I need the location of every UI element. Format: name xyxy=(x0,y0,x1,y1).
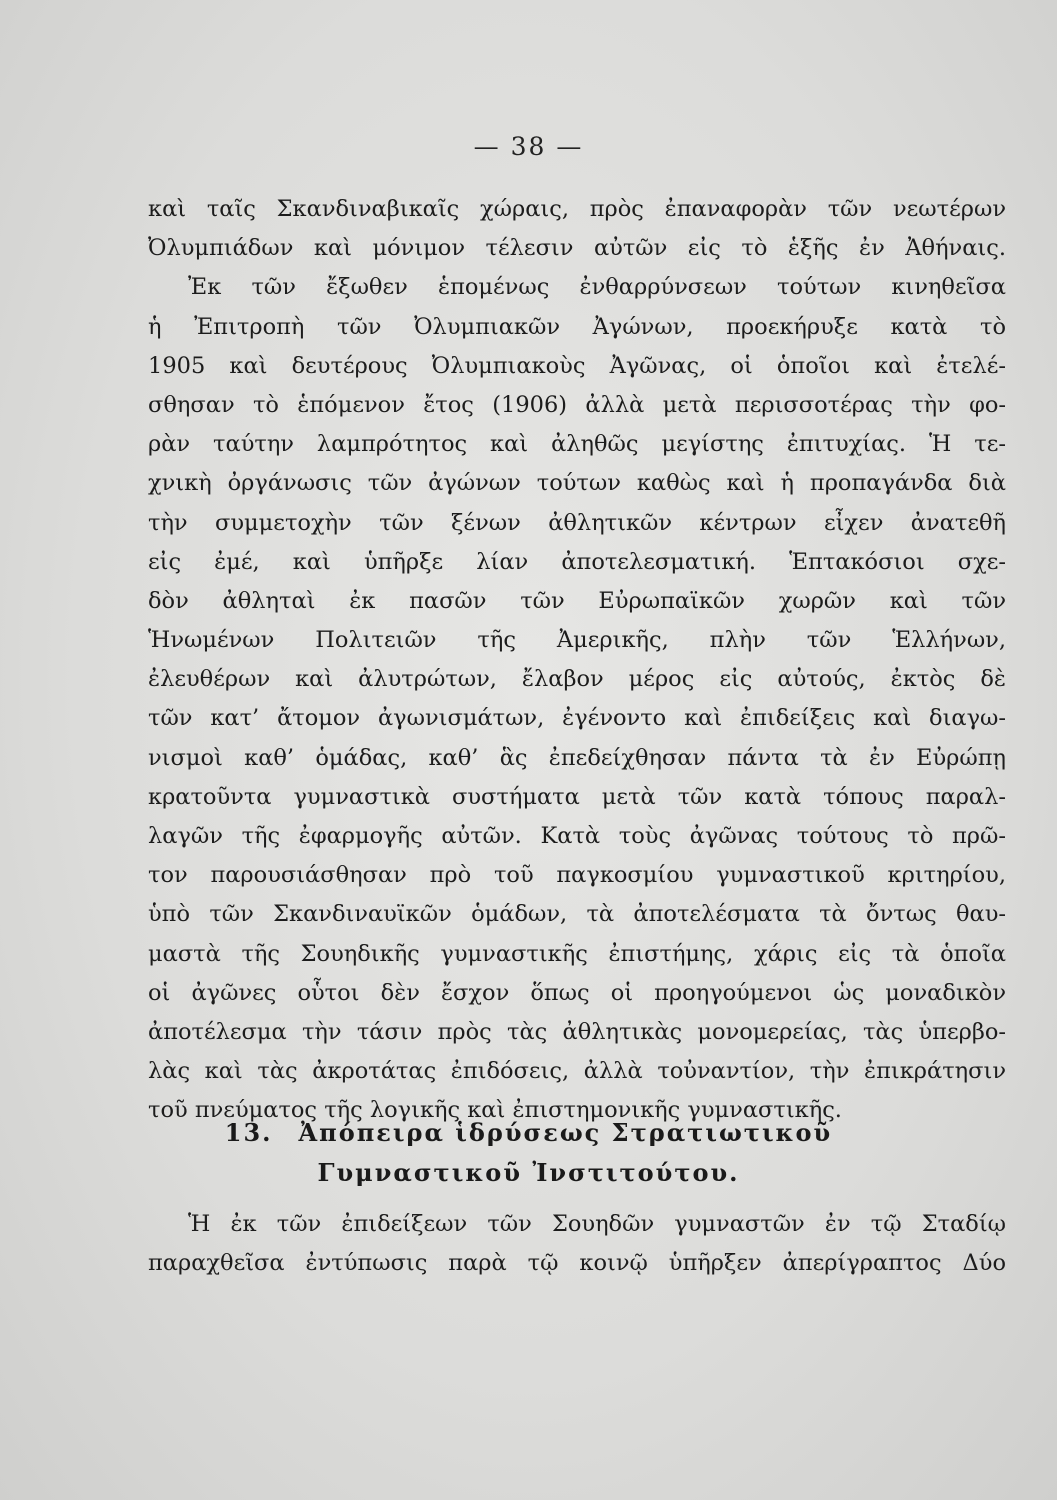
text-line: Ἐκ τῶν ἔξωθεν ἑπομένως ἐνθαρρύνσεων τούτων κινηθεῖσα xyxy=(188,274,1006,301)
text-line: ἡ Ἐπιτροπὴ τῶν Ὀλυμπιακῶν Ἀγώνων, προεκήρυξε κατὰ τὸ xyxy=(148,313,1006,340)
section-heading-line2 xyxy=(0,1158,1057,1187)
section-number: 13. xyxy=(224,1118,273,1147)
text-line: ἐλευθέρων καὶ ἀλυτρώτων, ἔλαβον μέρος εἰς αὐτούς, ἐκτὸς δὲ xyxy=(148,666,1006,693)
text-line: τὴν συμμετοχὴν τῶν ξένων ἀθλητικῶν κέντρων εἶχεν ἀνατεθῆ xyxy=(148,509,1006,536)
text-line: Ἡνωμένων Πολιτειῶν τῆς Ἀμερικῆς, πλὴν τῶν Ἑλλήνων, xyxy=(148,627,1006,654)
text-line: ὑπὸ τῶν Σκανδιναυϊκῶν ὁμάδων, τὰ ἀποτελέσματα τὰ ὄντως θαυ- xyxy=(148,901,1006,928)
main-paragraph xyxy=(148,190,1006,1131)
text-line: νισμοὶ καθ’ ὁμάδας, καθ’ ἃς ἐπεδείχθησαν πάντα τὰ ἐν Εὐρώπῃ xyxy=(148,744,1006,771)
text-line: σθησαν τὸ ἑπόμενον ἔτος (1906) ἀλλὰ μετὰ περισσοτέρας τὴν φο- xyxy=(148,391,1006,418)
text-line: 1905 καὶ δευτέρους Ὀλυμπιακοὺς Ἀγῶνας, οἱ ὁποῖοι καὶ ἐτελέ- xyxy=(148,352,1006,379)
closing-paragraph xyxy=(148,1205,1006,1283)
text-line: ἀποτέλεσμα τὴν τάσιν πρὸς τὰς ἀθλητικὰς μονομερείας, τὰς ὑπερβο- xyxy=(148,1018,1006,1045)
page-number: — 38 — xyxy=(473,132,584,161)
text-line: καὶ ταῖς Σκανδιναβικαῖς χώραις, πρὸς ἐπαναφορὰν τῶν νεωτέρων xyxy=(148,196,1006,222)
text-line: εἰς ἐμέ, καὶ ὑπῆρξε λίαν ἀποτελεσματική. Ἑπτακόσιοι σχε- xyxy=(148,548,1006,575)
section-title-line1: Ἀπόπειρα ἱδρύσεως Στρατιωτικοῦ xyxy=(298,1118,833,1147)
section-title-line2: Γυμναστικοῦ Ἰνστιτούτου. xyxy=(317,1158,740,1187)
text-line: λαγῶν τῆς ἐφαρμογῆς αὐτῶν. Κατὰ τοὺς ἀγῶνας τούτους τὸ πρῶ- xyxy=(148,823,1006,849)
text-line: λὰς καὶ τὰς ἀκροτάτας ἐπιδόσεις, ἀλλὰ τοὐναντίον, τὴν ἐπικράτησιν xyxy=(148,1058,1006,1085)
text-line: κρατοῦντα γυμναστικὰ συστήματα μετὰ τῶν κατὰ τόπους παραλ- xyxy=(148,783,1006,810)
text-line: τον παρουσιάσθησαν πρὸ τοῦ παγκοσμίου γυμναστικοῦ κριτηρίου, xyxy=(148,862,1006,889)
text-line: τοῦ πνεύματος τῆς λογικῆς καὶ ἐπιστημονικῆς γυμναστικῆς. xyxy=(148,1097,842,1124)
text-line: μαστὰ τῆς Σουηδικῆς γυμναστικῆς ἐπιστήμης, χάρις εἰς τὰ ὁποῖα xyxy=(148,940,1006,967)
text-line: Ὀλυμπιάδων καὶ μόνιμον τέλεσιν αὐτῶν εἰς τὸ ἑξῆς ἐν Ἀθήναις. xyxy=(148,235,1006,262)
text-line: Ἡ ἐκ τῶν ἐπιδείξεων τῶν Σουηδῶν γυμναστῶν ἐν τῷ Σταδίῳ xyxy=(188,1211,1006,1237)
text-line: ρὰν ταύτην λαμπρότητος καὶ ἀληθῶς μεγίστης ἐπιτυχίας. Ἡ τε- xyxy=(148,431,1006,458)
text-line: δὸν ἀθληταὶ ἐκ πασῶν τῶν Εὐρωπαϊκῶν χωρῶν καὶ τῶν xyxy=(148,587,1006,614)
text-line: χνικὴ ὀργάνωσις τῶν ἀγώνων τούτων καθὼς καὶ ἡ προπαγάνδα διὰ xyxy=(148,470,1006,497)
text-line: οἱ ἀγῶνες οὗτοι δὲν ἔσχον ὅπως οἱ προηγούμενοι ὡς μοναδικὸν xyxy=(148,979,1006,1006)
section-heading-line1 xyxy=(0,1118,1057,1147)
text-line: παραχθεῖσα ἐντύπωσις παρὰ τῷ κοινῷ ὑπῆρξεν ἀπερίγραπτος Δύο xyxy=(148,1250,1006,1277)
text-line: τῶν κατ’ ἄτομον ἀγωνισμάτων, ἐγένοντο καὶ ἐπιδείξεις καὶ διαγω- xyxy=(148,705,1006,732)
